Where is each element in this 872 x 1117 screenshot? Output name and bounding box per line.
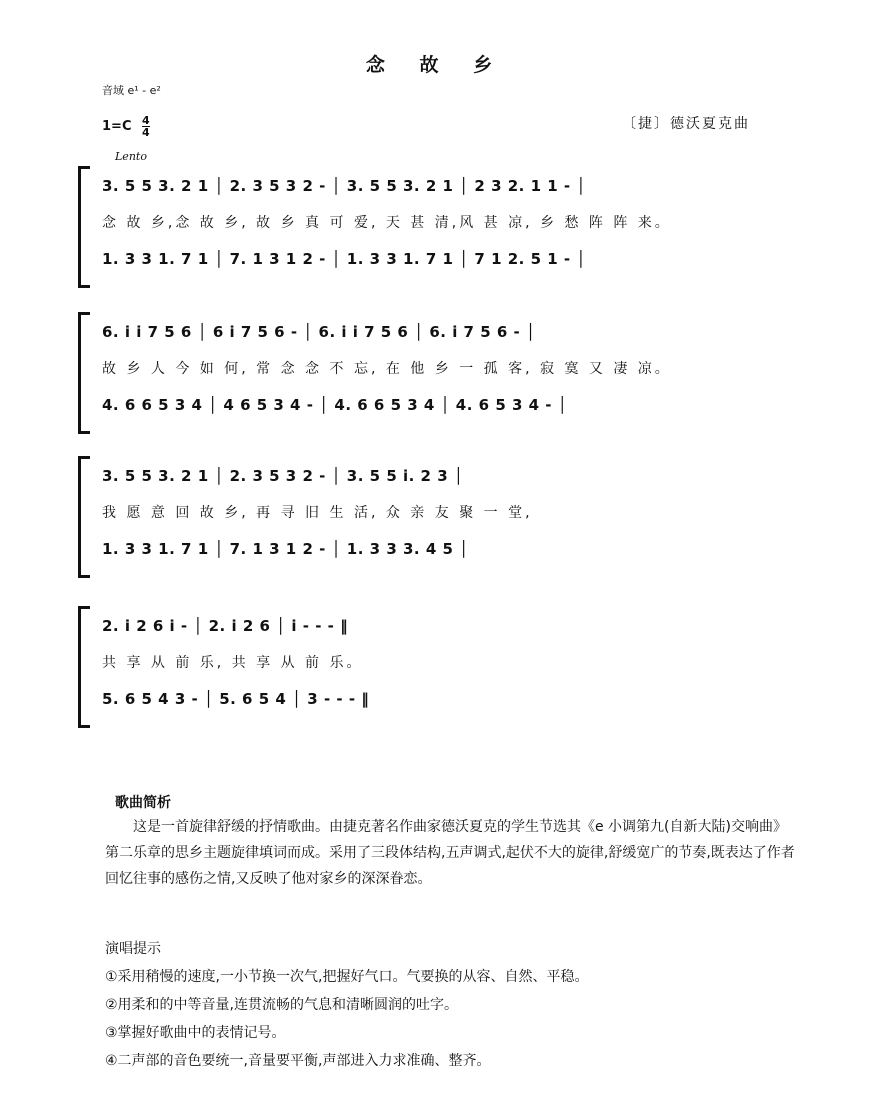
time-numerator: 4 — [142, 114, 150, 127]
upper-voice: 6. i i 7 5 6 │ 6 i 7 5 6 - │ 6. i i 7 5 6 │ 6. i 7 5 6 - │ — [102, 323, 536, 341]
key-signature — [102, 115, 150, 138]
tip-item: ①采用稍慢的速度,一小节换一次气,把握好气口。气要换的从容、自然、平稳。 — [105, 969, 589, 985]
vocal-range: 音域 e¹ - e² — [102, 84, 161, 97]
score-system-3 — [78, 462, 798, 572]
tips-heading: 演唱提示 — [105, 941, 161, 957]
system-bracket — [78, 312, 86, 434]
score-system-4 — [78, 612, 798, 722]
lower-voice: 4. 6 6 5 3 4 │ 4 6 5 3 4 - │ 4. 6 6 5 3 4 │ 4. 6 5 3 4 - │ — [102, 396, 568, 414]
lyrics: 我 愿 意 回 故 乡, 再 寻 旧 生 活, 众 亲 友 聚 一 堂, — [102, 505, 533, 521]
lyrics: 共 享 从 前 乐, 共 享 从 前 乐。 — [102, 655, 364, 671]
time-signature — [142, 115, 150, 138]
score-system-1 — [78, 172, 798, 282]
score-system-2 — [78, 318, 798, 428]
lyrics: 念 故 乡,念 故 乡, 故 乡 真 可 爱, 天 甚 清,风 甚 凉, 乡 愁 阵 阵 来。 — [102, 215, 672, 231]
composer: 〔捷〕德沃夏克曲 — [622, 116, 750, 132]
lower-voice: 1. 3 3 1. 7 1 │ 7. 1 3 1 2 - │ 1. 3 3 1. 7 1 │ 7 1 2. 5 1 - │ — [102, 250, 586, 268]
lower-voice: 5. 6 5 4 3 - │ 5. 6 5 4 │ 3 - - - ‖ — [102, 690, 370, 708]
upper-voice: 3. 5 5 3. 2 1 │ 2. 3 5 3 2 - │ 3. 5 5 i. 2 3 │ — [102, 467, 464, 485]
lyrics: 故 乡 人 今 如 何, 常 念 念 不 忘, 在 他 乡 一 孤 客, 寂 寞 又 凄 凉。 — [102, 361, 672, 377]
song-title: 念 故 乡 — [365, 54, 507, 76]
tip-item: ④二声部的音色要统一,音量要平衡,声部进入力求准确、整齐。 — [105, 1053, 491, 1069]
time-denominator: 4 — [142, 126, 150, 139]
analysis-heading: 歌曲简析 — [115, 795, 171, 811]
system-bracket — [78, 456, 86, 578]
system-bracket — [78, 166, 86, 288]
lower-voice: 1. 3 3 1. 7 1 │ 7. 1 3 1 2 - │ 1. 3 3 3. 4 5 │ — [102, 540, 469, 558]
key-label: 1=C — [102, 119, 132, 134]
upper-voice: 3. 5 5 3. 2 1 │ 2. 3 5 3 2 - │ 3. 5 5 3. 2 1 │ 2 3 2. 1 1 - │ — [102, 177, 586, 195]
tip-item: ③掌握好歌曲中的表情记号。 — [105, 1025, 286, 1041]
analysis-text: 这是一首旋律舒缓的抒情歌曲。由捷克著名作曲家德沃夏克的学生节选其《e 小调第九(自新大陆)交响曲》第二乐章的思乡主题旋律填词而成。采用了三段体结构,五声调式,起伏不大的旋律,舒缓宽广的节奏,既表达了作者回忆往事的感伤之情,又反映了他对家乡的深深眷恋。 — [105, 819, 795, 887]
tempo-marking: Lento — [115, 150, 147, 163]
upper-voice: 2. i 2 6 i - │ 2. i 2 6 │ i - - - ‖ — [102, 617, 349, 635]
tip-item: ②用柔和的中等音量,连贯流畅的气息和清晰圆润的吐字。 — [105, 997, 458, 1013]
system-bracket — [78, 606, 86, 728]
